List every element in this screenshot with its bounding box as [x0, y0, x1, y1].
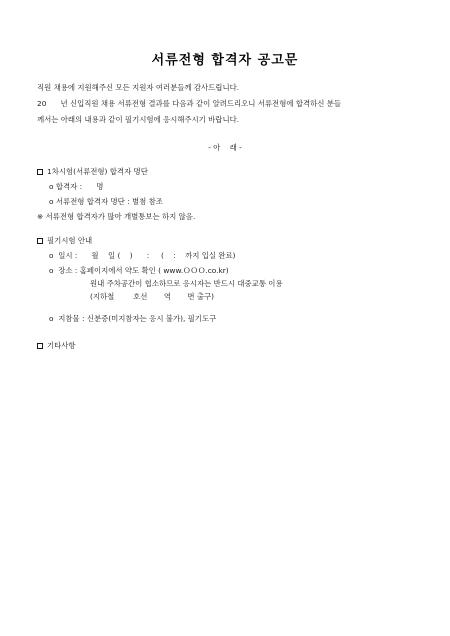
exam-items: o 지참물 : 신분증(미지참자는 응시 불가), 필기도구 [49, 314, 217, 323]
section-1-item-count: o 합격자 : 명 [49, 182, 104, 191]
exam-place-detail-2: (지하철 호선 역 번 출구) [90, 292, 215, 301]
section-2-heading [37, 236, 92, 246]
document-title: 서류전형 합격자 공고문 [151, 53, 299, 68]
exam-date: o 일시 : 월 일 ( ) : ( : 까지 입실 완료) [49, 251, 236, 260]
section-1-heading [37, 167, 148, 177]
section-3-heading-text: 기타사항 [47, 341, 76, 350]
intro-line-1: 직원 채용에 지원해주신 모든 지원자 여러분들께 감사드립니다. [37, 83, 240, 92]
section-2-heading-text: 필기시험 안내 [47, 236, 93, 245]
notice-mark: - 아 래 - [208, 143, 242, 152]
section-1-item-list: o 서류전형 합격자 명단 : 별첨 참조 [49, 197, 163, 206]
exam-place-detail-1: 원내 주차공간이 협소하므로 응시자는 반드시 대중교통 이용 [90, 279, 283, 288]
exam-place: o 장소 : 홈페이지에서 약도 확인 ( www.ＯＯＯ.co.kr) [49, 266, 229, 275]
checkbox-square-icon [37, 238, 43, 244]
checkbox-square-icon [37, 169, 43, 175]
intro-line-3: 께서는 아래의 내용과 같이 필기시험에 응시해주시기 바랍니다. [37, 115, 240, 124]
section-1-heading-text: 1차시험(서류전형) 합격자 명단 [47, 167, 148, 176]
section-3-heading [37, 341, 76, 351]
intro-line-2: 20 년 신입직원 채용 서류전형 결과를 다음과 같이 알려드리오니 서류전형에 합격하신 분들 [37, 99, 342, 108]
section-1-note: ※ 서류전형 합격자가 많아 개별통보는 하지 않음. [37, 212, 196, 221]
checkbox-square-icon [37, 343, 43, 349]
